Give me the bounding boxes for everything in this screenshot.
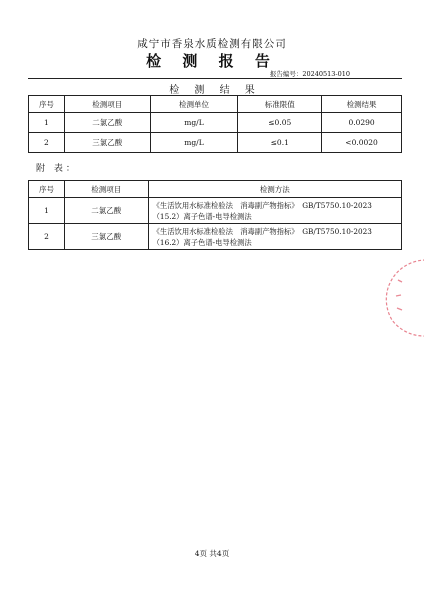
col-item-header: 检测项目	[64, 96, 150, 113]
report-number: 报告编号：20240513-010	[269, 70, 350, 78]
method-technique: （15.2）离子色谱-电导检测法	[152, 211, 252, 221]
report-title: 检 测 报 告	[146, 52, 278, 70]
col-item-header: 检测项目	[64, 181, 148, 198]
appendix-label: 附 表：	[36, 164, 78, 174]
col-limit-header: 标准限值	[238, 96, 322, 113]
results-table	[28, 95, 402, 153]
method-standard: 《生活饮用水标准检验法 消毒副产物指标》 GB/T5750.10-2023	[152, 226, 372, 236]
row-no: 1	[29, 113, 65, 133]
company-name: 咸宁市香泉水质检测有限公司	[137, 38, 287, 50]
row-item: 二氯乙酸	[64, 113, 150, 133]
stamp-seal-fragment	[368, 258, 424, 338]
row-item: 二氯乙酸	[64, 198, 148, 224]
table-row	[29, 113, 402, 133]
col-unit-header: 检测单位	[150, 96, 238, 113]
methods-table	[28, 180, 402, 250]
results-section-title: 检 测 结 果	[169, 85, 261, 96]
method-technique: （16.2）离子色谱-电导检测法	[152, 237, 252, 247]
results-header-row	[29, 96, 402, 113]
col-no-header: 序号	[29, 96, 65, 113]
row-unit: mg/L	[150, 133, 238, 153]
row-no: 2	[29, 224, 65, 250]
table-row	[29, 198, 402, 224]
row-no: 2	[29, 133, 65, 153]
row-item: 三氯乙酸	[64, 224, 148, 250]
header-divider	[28, 78, 402, 79]
row-item: 三氯乙酸	[64, 133, 150, 153]
row-unit: mg/L	[150, 113, 238, 133]
table-row	[29, 224, 402, 250]
row-result: 0.0290	[322, 113, 402, 133]
col-result-header: 检测结果	[322, 96, 402, 113]
row-method	[148, 224, 401, 250]
row-method	[148, 198, 401, 224]
col-no-header: 序号	[29, 181, 65, 198]
row-result: <0.0020	[322, 133, 402, 153]
col-method-header: 检测方法	[148, 181, 401, 198]
methods-header-row	[29, 181, 402, 198]
table-row	[29, 133, 402, 153]
page-number: 4页 共4页	[194, 549, 230, 558]
row-limit: ≤0.05	[238, 113, 322, 133]
row-no: 1	[29, 198, 65, 224]
method-standard: 《生活饮用水标准检验法 消毒副产物指标》 GB/T5750.10-2023	[152, 200, 372, 210]
row-limit: ≤0.1	[238, 133, 322, 153]
